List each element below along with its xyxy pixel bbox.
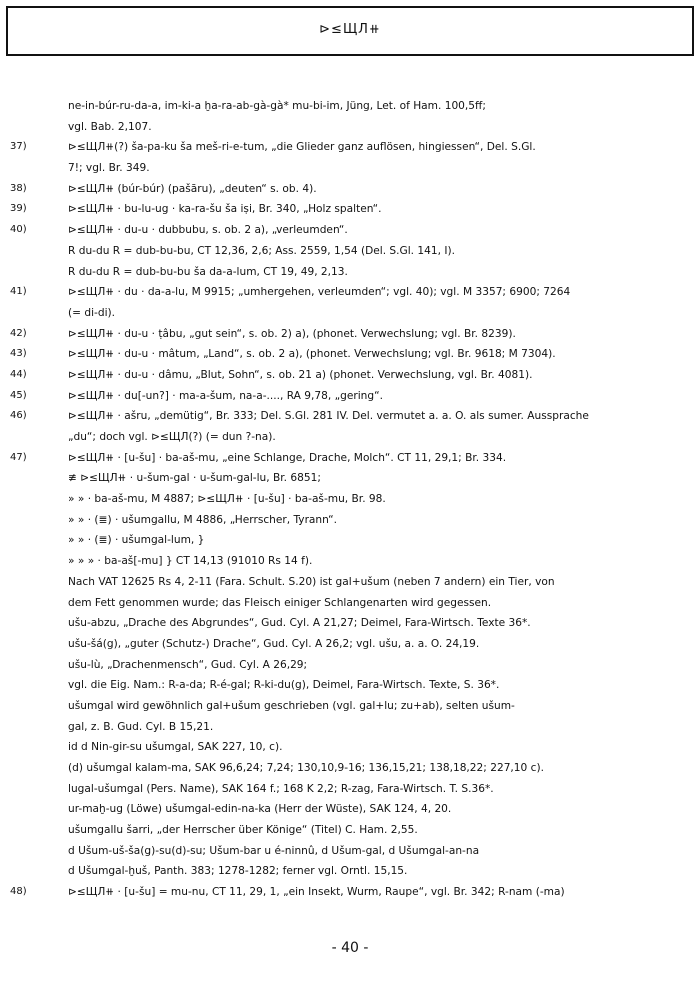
entry-number: 37) (10, 141, 27, 153)
entry-text: » » · ba-aš-mu, M 4887; ⊳≤ЩЛ⧺ · [u-šu] · ba-aš-mu, Br. 98. (68, 493, 386, 506)
page-number: - 40 - (331, 940, 369, 956)
entry-line (10, 779, 692, 800)
entry-line (10, 655, 692, 676)
header-box (6, 6, 694, 56)
entry-line (10, 696, 692, 717)
entry-line (10, 489, 692, 510)
entry-text: ⊳≤ЩЛ⧺ (búr-búr) (pašāru), „deuten“ s. ob. 4). (68, 182, 317, 195)
entry-text: ⊳≤ЩЛ⧺ · du-u · dâmu, „Blut, Sohn“, s. ob. 21 a) (phonet. Verwechslung, vgl. Br. 4081). (68, 368, 533, 381)
entry-text: 7!; vgl. Br. 349. (68, 162, 150, 175)
entry-text: ⊳≤ЩЛ⧺ · [u-šu] = mu-nu, CT 11, 29, 1, „ein Insekt, Wurm, Raupe“, vgl. Br. 342; R-nam (-ma) (68, 886, 565, 899)
entry-number: 47) (10, 451, 27, 463)
entry-line (10, 365, 692, 386)
entry-line (10, 220, 692, 241)
entry-text: lugal-ušumgal (Pers. Name), SAK 164 f.; 168 K 2,2; R-zag, Fara-Wirtsch. T. S.36*. (68, 782, 494, 795)
entry-line (10, 882, 692, 903)
entry-text: ušumgal wird gewöhnlich gal+ušum geschrieben (vgl. gal+lu; zu+ab), selten ušum- (68, 699, 515, 712)
entry-line (10, 468, 692, 489)
entry-text: vgl. Bab. 2,107. (68, 120, 152, 133)
entry-line (10, 406, 692, 427)
entry-text: ušu-lù, „Drachenmensch“, Gud. Cyl. A 26,29; (68, 658, 308, 671)
entry-line (10, 117, 692, 138)
entry-number: 45) (10, 389, 27, 401)
entry-line (10, 551, 692, 572)
entry-number: 38) (10, 182, 27, 194)
entry-line (10, 717, 692, 738)
entry-number: 40) (10, 224, 27, 236)
entry-text: R du-du R = dub-bu-bu ša da-a-lum, CT 19, 49, 2,13. (68, 265, 348, 278)
entry-number: 48) (10, 886, 27, 898)
entry-text: ur-maḫ-ug (Löwe) ušumgal-edin-na-ka (Herr der Wüste), SAK 124, 4, 20. (68, 803, 452, 816)
entry-line (10, 861, 692, 882)
entry-text: R du-du R = dub-bu-bu, CT 12,36, 2,6; Ass. 2559, 1,54 (Del. S.Gl. 141, I). (68, 244, 455, 257)
entry-line (10, 530, 692, 551)
entry-text: id d Nin-gir-su ušumgal, SAK 227, 10, c). (68, 741, 283, 754)
entry-line (10, 282, 692, 303)
entry-line (10, 510, 692, 531)
entry-line (10, 758, 692, 779)
entry-text: ⊳≤ЩЛ⧺ · du · da-a-lu, M 9915; „umhergehen, verleumden“; vgl. 40); vgl. M 3357; 6900; 7264 (68, 286, 571, 299)
entry-text: ⊳≤ЩЛ⧺(?) ša-pa-ku ša meš-ri-e-tum, „die Glieder ganz auflösen, hingiessen“, Del. S.Gl. (68, 141, 536, 154)
entry-number: 43) (10, 348, 27, 360)
entry-text: ⊳≤ЩЛ⧺ · ašru, „demütig“, Br. 333; Del. S.Gl. 281 IV. Del. vermutet a. a. O. als sumer. Aussprache (68, 410, 589, 423)
entry-number: 39) (10, 203, 27, 215)
entry-text: ⊳≤ЩЛ⧺ · du-u · dubbubu, s. ob. 2 a), „verleumden“. (68, 224, 348, 237)
entry-text: ušu-šá(g), „guter (Schutz-) Drache“, Gud. Cyl. A 26,2; vgl. ušu, a. a. O. 24,19. (68, 637, 480, 650)
entry-text: ušumgallu šarri, „der Herrscher über Könige“ (Titel) C. Ham. 2,55. (68, 824, 418, 837)
entry-text: ⊳≤ЩЛ⧺ · du-u · mâtum, „Land“, s. ob. 2 a), (phonet. Verwechslung; vgl. Br. 9618; M 7304). (68, 348, 556, 361)
entry-line (10, 199, 692, 220)
entry-number: 42) (10, 327, 27, 339)
entry-line (10, 344, 692, 365)
entry-line (10, 324, 692, 345)
entry-line (10, 634, 692, 655)
page-body (10, 96, 692, 903)
entry-line (10, 737, 692, 758)
entry-text: ⊳≤ЩЛ⧺ · [u-šu] · ba-aš-mu, „eine Schlange, Drache, Molch“. CT 11, 29,1; Br. 334. (68, 451, 507, 464)
entry-line (10, 841, 692, 862)
entry-number: 41) (10, 286, 27, 298)
entry-text: ⊳≤ЩЛ⧺ · du-u · ṭâbu, „gut sein“, s. ob. 2) a), (phonet. Verwechslung; vgl. Br. 8239). (68, 327, 516, 340)
entry-text: (d) ušumgal kalam-ma, SAK 96,6,24; 7,24; 130,10,9-16; 136,15,21; 138,18,22; 227,10 c). (68, 762, 544, 774)
entry-line (10, 613, 692, 634)
entry-text: » » · (≣) · ušumgallu, M 4886, „Herrscher, Tyrann“. (68, 513, 337, 526)
entry-number: 46) (10, 410, 27, 422)
entry-line (10, 241, 692, 262)
entry-text: vgl. die Eig. Nam.: R-a-da; R-é-gal; R-ki-du(g), Deimel, Fara-Wirtsch. Texte, S. 36*. (68, 679, 500, 692)
entry-line (10, 179, 692, 200)
entry-line (10, 799, 692, 820)
entry-text: ⊳≤ЩЛ⧺ · bu-lu-ug · ka-ra-šu ša iṣi, Br. 340, „Holz spalten“. (68, 203, 382, 216)
entry-line (10, 158, 692, 179)
entry-number: 44) (10, 368, 27, 380)
entry-line (10, 303, 692, 324)
entry-line (10, 96, 692, 117)
entry-text: ne-in-búr-ru-da-a, im-ki-a ḫa-ra-ab-gà-gà* mu-bi-im, Jüng, Let. of Ham. 100,5ff; (68, 100, 486, 112)
entry-line (10, 448, 692, 469)
entry-text: d Ušumgal-ḫuš, Panth. 383; 1278-1282; ferner vgl. Orntl. 15,15. (68, 865, 408, 878)
entry-text: „du“; doch vgl. ⊳≤ЩЛ(?) (= dun ?-na). (68, 431, 276, 443)
cuneiform-sign-heading: ⊳≤ЩЛ⧺ (319, 22, 381, 37)
entry-line (10, 572, 692, 593)
entry-text: d Ušum-uš-ša(g)-su(d)-su; Ušum-bar u é-ninnû, d Ušum-gal, d Ušumgal-an-na (68, 844, 480, 857)
entry-text: gal, z. B. Gud. Cyl. B 15,21. (68, 720, 214, 733)
entry-line (10, 427, 692, 448)
entry-text: Nach VAT 12625 Rs 4, 2-11 (Fara. Schult. S.20) ist gal+ušum (neben 7 andern) ein Tier, von (68, 575, 555, 588)
entry-text: » » · (≣) · ušumgal-lum, } (68, 534, 205, 547)
entry-text: » » » · ba-aš[-mu] } CT 14,13 (91010 Rs 14 f). (68, 555, 313, 568)
entry-text: ≢ ⊳≤ЩЛ⧺ · u-šum-gal · u-šum-gal-lu, Br. 6851; (68, 472, 321, 485)
entry-text: ⊳≤ЩЛ⧺ · du[-un?] · ma-a-šum, na-a-...., RA 9,78, „gering“. (68, 389, 383, 402)
entry-line (10, 137, 692, 158)
entry-text: dem Fett genommen wurde; das Fleisch einiger Schlangenarten wird gegessen. (68, 596, 492, 609)
entry-text: (= di-di). (68, 306, 116, 319)
entry-line (10, 262, 692, 283)
entry-text: ušu-abzu, „Drache des Abgrundes“, Gud. Cyl. A 21,27; Deimel, Fara-Wirtsch. Texte 36*. (68, 617, 531, 630)
entry-line (10, 593, 692, 614)
entry-line (10, 386, 692, 407)
entry-line (10, 820, 692, 841)
entry-line (10, 675, 692, 696)
